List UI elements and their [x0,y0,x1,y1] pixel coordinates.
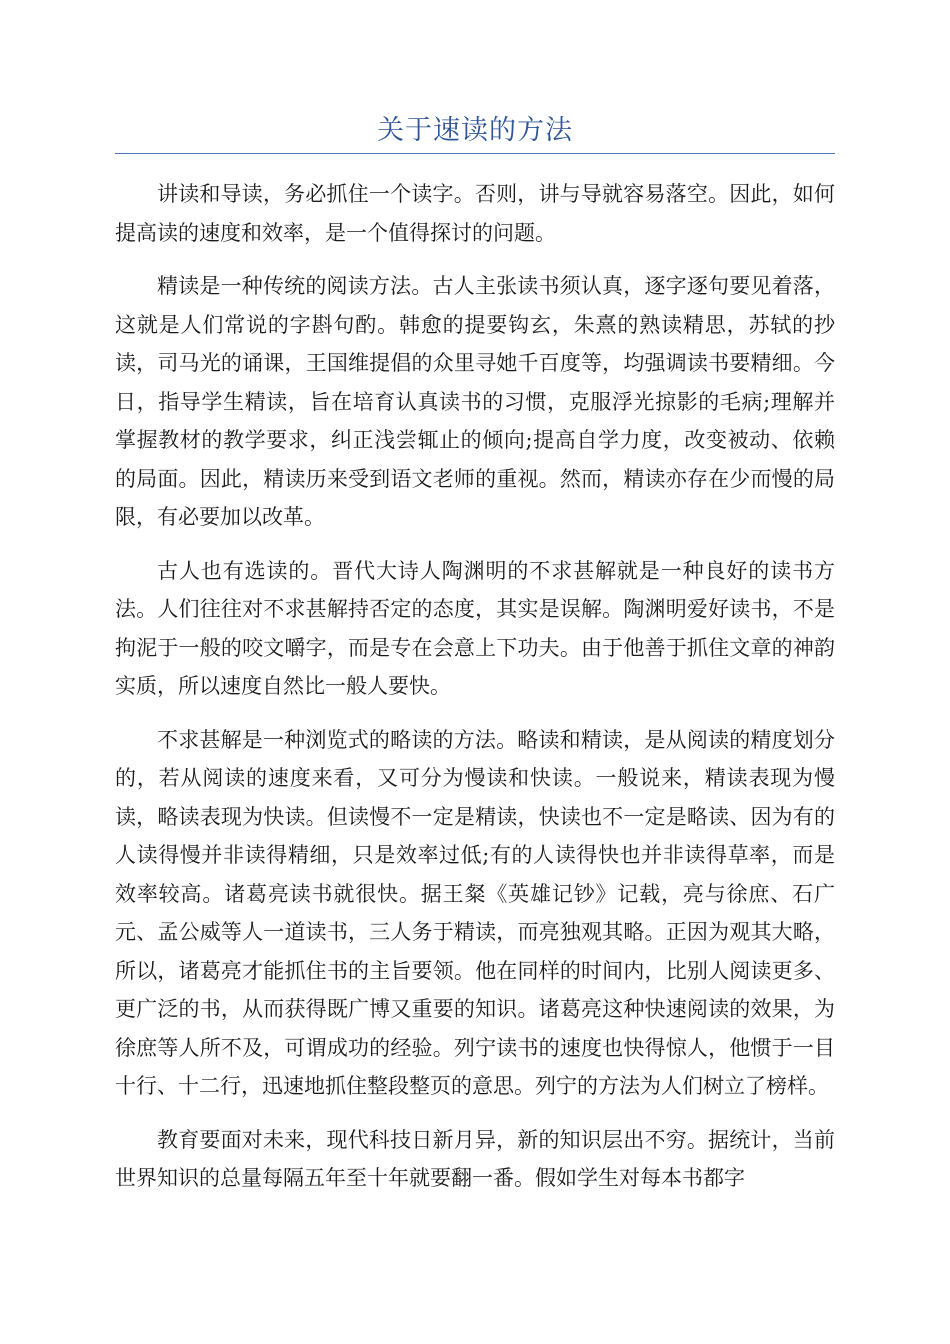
paragraph-5: 教育要面对未来，现代科技日新月异，新的知识层出不穷。据统计，当前世界知识的总量每隔五年至十年就要翻一番。假如学生对每本书都字 [115,1127,835,1190]
document-body [115,175,835,1213]
paragraph-3: 古人也有选读的。晋代大诗人陶渊明的不求甚解就是一种良好的读书方法。人们往往对不求甚解持否定的态度，其实是误解。陶渊明爱好读书，不是拘泥于一般的咬文嚼字，而是专在会意上下功夫。由于他善于抓住文章的神韵实质，所以速度自然比一般人要快。 [115,558,835,698]
title-underline-divider [115,153,835,154]
paragraph-1: 讲读和导读，务必抓住一个读字。否则，讲与导就容易落空。因此，如何提高读的速度和效率，是一个值得探讨的问题。 [115,182,835,245]
paragraph-4: 不求甚解是一种浏览式的略读的方法。略读和精读，是从阅读的精度划分的，若从阅读的速度来看，又可分为慢读和快读。一般说来，精读表现为慢读，略读表现为快读。但读慢不一定是精读，快读也不一定是略读、因为有的人读得慢并非读得精细，只是效率过低;有的人读得快也并非读得草率，而是效率较高。诸葛亮读书就很快。据王粲《英雄记钞》记载，亮与徐庶、石广元、孟公威等人一道读书，三人务于精读，而亮独观其略。正因为观其大略，所以，诸葛亮才能抓住书的主旨要领。他在同样的时间内，比别人阅读更多、更广泛的书，从而获得既广博又重要的知识。诸葛亮这种快速阅读的效果，为徐庶等人所不及，可谓成功的经验。列宁读书的速度也快得惊人，他惯于一目十行、十二行，迅速地抓住整段整页的意思。列宁的方法为人们树立了榜样。 [115,727,835,1098]
document-title: 关于速读的方法 [377,115,573,146]
paragraph-2: 精读是一种传统的阅读方法。古人主张读书须认真，逐字逐句要见着落，这就是人们常说的字斟句酌。韩愈的提要钩玄，朱熹的熟读精思，苏轼的抄读，司马光的诵课，王国维提倡的众里寻她千百度等，均强调读书要精细。今日，指导学生精读，旨在培育认真读书的习惯，克服浮光掠影的毛病;理解并掌握教材的教学要求，纠正浅尝辄止的倾向;提高自学力度，改变被动、依赖的局面。因此，精读历来受到语文老师的重视。然而，精读亦存在少而慢的局限，有必要加以改革。 [115,274,835,529]
